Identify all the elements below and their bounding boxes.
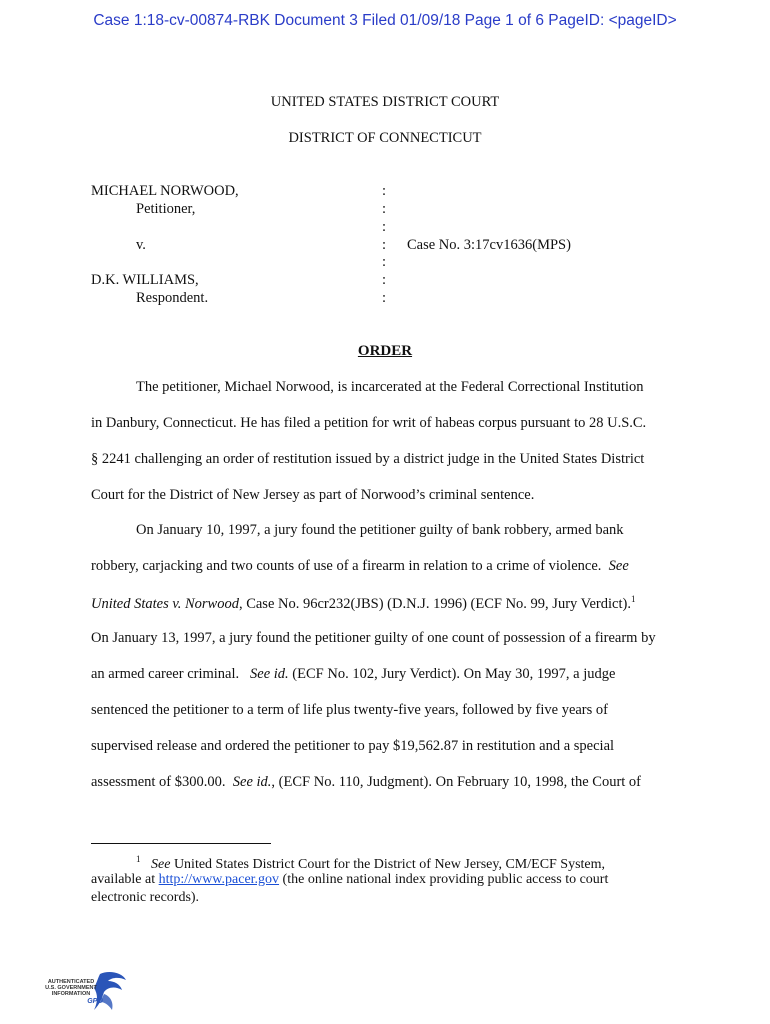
body-text: (ECF No. 102, Jury Verdict). On May 30, 1997, a judge — [292, 666, 616, 682]
body-line: sentenced the petitioner to a term of life plus twenty-five years, followed by five years of — [91, 702, 608, 718]
body-line: The petitioner, Michael Norwood, is incarcerated at the Federal Correctional Institution — [136, 379, 644, 395]
gpo-seal-text: AUTHENTICATED — [47, 979, 95, 985]
body-text: assessment of $300.00. — [91, 774, 226, 790]
footnote-divider — [91, 843, 271, 844]
footnote-marker: 1 — [136, 854, 141, 864]
body-text: robbery, carjacking and two counts of use of a firearm in relation to a crime of violence. — [91, 558, 602, 574]
body-line: § 2241 challenging an order of restitution issued by a district judge in the United States District — [91, 451, 645, 467]
footnote-text: United States District Court for the District of New Jersey, CM/ECF System, — [173, 857, 606, 872]
body-line: supervised release and ordered the petitioner to pay $19,562.87 in restitution and a special — [91, 738, 615, 754]
footnote-line — [91, 872, 608, 888]
citation-signal: See id. — [232, 774, 272, 790]
court-district: DISTRICT OF CONNECTICUT — [288, 130, 482, 146]
body-line — [91, 666, 615, 683]
respondent-role: Respondent. — [136, 290, 209, 306]
court-name: UNITED STATES DISTRICT COURT — [270, 94, 500, 110]
citation-signal: See — [608, 558, 629, 574]
gpo-seal-text: INFORMATION — [51, 991, 91, 997]
body-line: On January 13, 1997, a jury found the petitioner guilty of one count of possession of a firearm by — [91, 630, 656, 646]
caption-colon: : — [382, 183, 387, 199]
footnote-reference[interactable]: 1 — [630, 594, 636, 604]
page-header: Case 1:18-cv-00874-RBK Document 3 Filed 01/09/18 Page 1 of 6 PageID: <pageID> — [93, 12, 677, 29]
caption-colon: : — [382, 272, 387, 288]
gpo-seal-text: U.S. GOVERNMENT — [45, 985, 97, 991]
body-line — [91, 594, 635, 613]
citation-signal: See — [151, 857, 171, 872]
caption-colon: : — [382, 219, 387, 235]
body-text: an armed career criminal. — [91, 666, 240, 682]
body-text: , (ECF No. 110, Judgment). On February 10, 1998, the Court of — [271, 774, 642, 790]
order-title: ORDER — [357, 343, 413, 359]
footnote-text: (the online national index providing public access to court — [282, 872, 609, 887]
body-line: in Danbury, Connecticut. He has filed a petition for writ of habeas corpus pursuant to 28 U.S.C. — [91, 415, 647, 431]
petitioner-role: Petitioner, — [136, 201, 196, 217]
footnote-line: electronic records). — [91, 890, 200, 905]
footnote-text: available at — [91, 872, 156, 887]
body-line: Court for the District of New Jersey as part of Norwood’s criminal sentence. — [91, 487, 535, 503]
body-line: On January 10, 1997, a jury found the petitioner guilty of bank robbery, armed bank — [136, 522, 624, 538]
body-text: , Case No. 96cr232(JBS) (D.N.J. 1996) (ECF No. 99, Jury Verdict). — [238, 596, 631, 612]
body-line — [91, 558, 629, 575]
versus: v. — [136, 237, 146, 253]
petitioner-name: MICHAEL NORWOOD, — [91, 183, 239, 199]
gpo-mark: GPO — [87, 998, 103, 1005]
citation-signal: See id. — [250, 666, 289, 682]
caption-colon: : — [382, 201, 387, 217]
pacer-link[interactable]: http://www.pacer.gov — [158, 872, 280, 887]
case-citation: United States v. Norwood — [91, 596, 239, 612]
case-number: Case No. 3:17cv1636(MPS) — [407, 237, 571, 253]
caption-colon: : — [382, 254, 387, 270]
caption-colon: : — [382, 290, 387, 306]
respondent-name: D.K. WILLIAMS, — [91, 272, 199, 288]
gpo-authentication-seal — [42, 968, 134, 1018]
footnote-line — [136, 854, 605, 873]
body-line — [91, 774, 641, 791]
caption-colon: : — [382, 237, 387, 253]
